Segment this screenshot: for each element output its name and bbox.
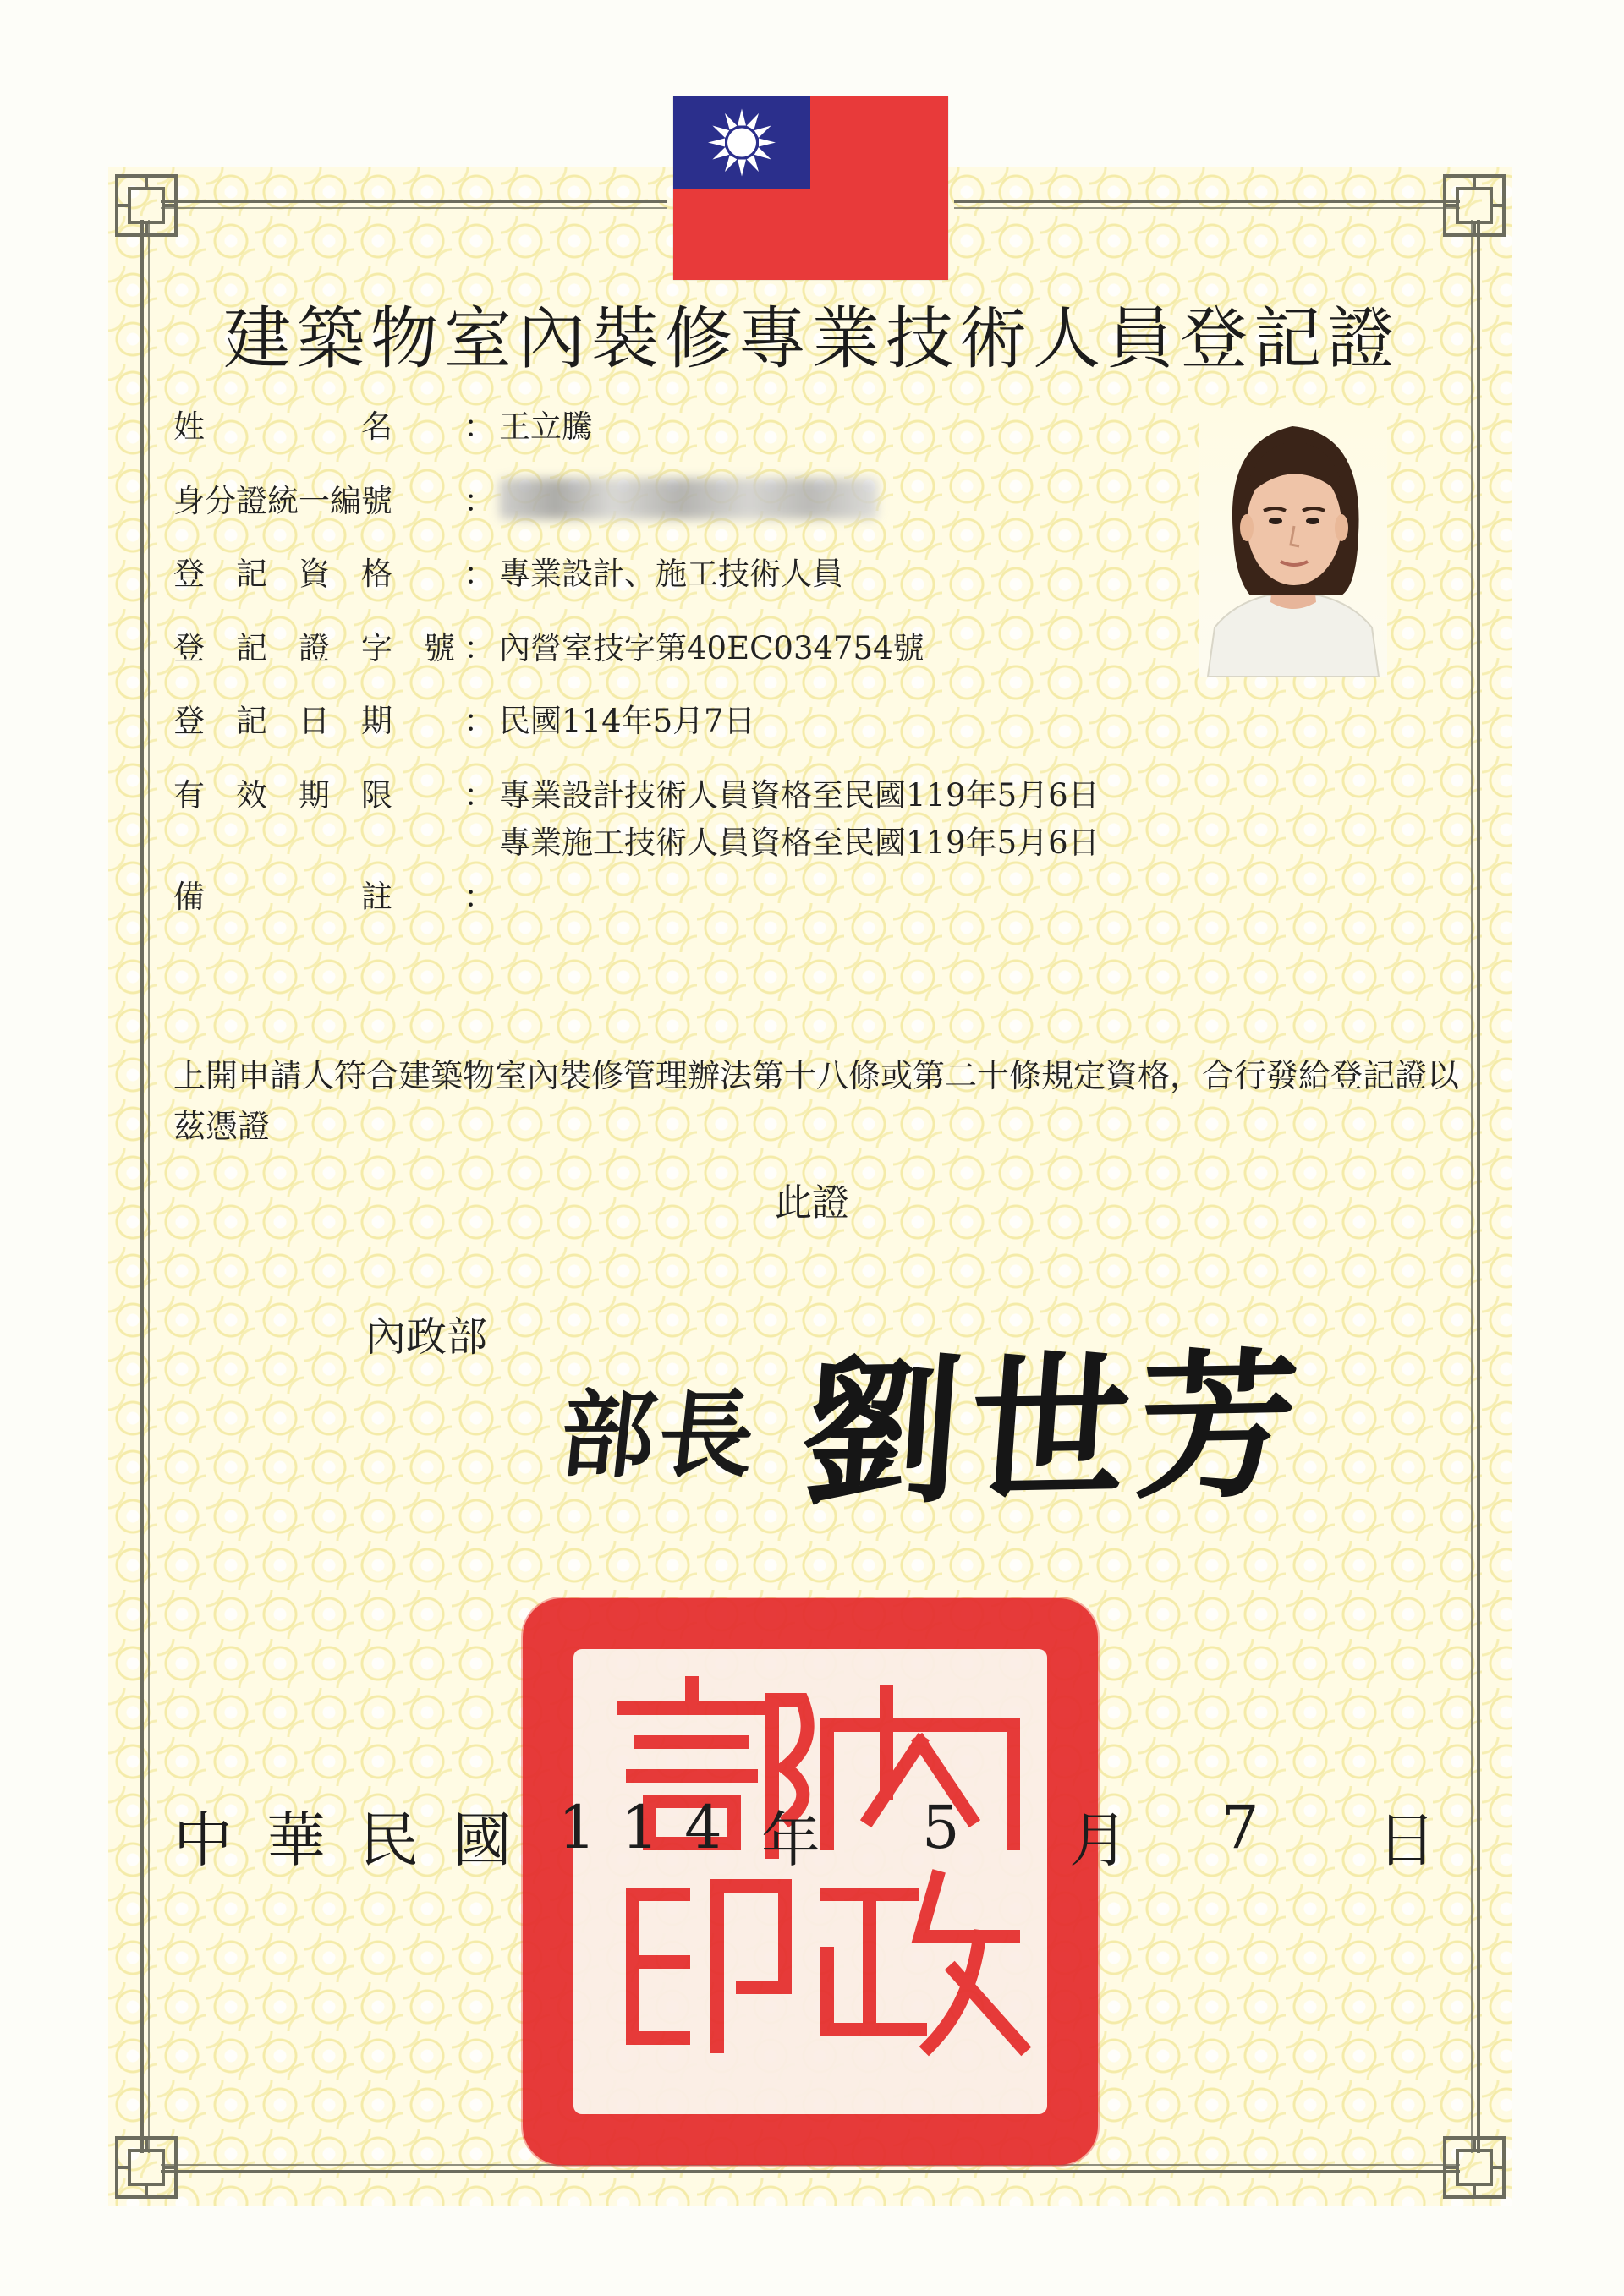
field-label-qualification: 登 記 資 格 [173, 556, 392, 592]
field-value-cert-number: 內營室技字第40EC034754號 [499, 630, 924, 666]
field-label-validity: 有 效 期 限 [173, 777, 392, 814]
certificate-title: 建築物室內裝修專業技術人員登記證 [223, 299, 1401, 378]
date-year: 114 [558, 1793, 748, 1862]
minister-signature: 劉世芳 [795, 1331, 1313, 1528]
field-label-registration-date: 登 記 日 期 [173, 703, 392, 739]
field-label-name: 姓 名 [173, 408, 392, 445]
date-month: 5 [922, 1793, 960, 1862]
redacted-id-number [499, 479, 878, 519]
date-month-label: 月 [1069, 1806, 1128, 1875]
field-value-validity-construction: 專業施工技術人員資格至民國119年5月6日 [499, 825, 1100, 861]
date-era-text: 中華民國 [173, 1806, 546, 1875]
date-day: 7 [1221, 1793, 1259, 1862]
field-value-name: 王立騰 [499, 408, 593, 445]
field-value-validity-design: 專業設計技術人員資格至民國119年5月6日 [499, 777, 1100, 814]
field-value-qualification: 專業設計、施工技術人員 [499, 556, 843, 592]
minister-title: 部長 [555, 1380, 763, 1491]
colon: ： [464, 483, 495, 519]
colon: ： [464, 879, 495, 915]
colon: ： [464, 777, 495, 814]
national-flag-icon [673, 96, 948, 280]
colon: ： [464, 408, 495, 445]
date-era [173, 1793, 546, 1878]
field-label-cert-number: 登 記 證 字 號 [173, 630, 455, 666]
holder-photo [1199, 408, 1387, 677]
field-value-registration-date: 民國114年5月7日 [499, 703, 755, 739]
official-seal-icon [523, 1598, 1098, 2165]
statement-text: 上開申請人符合建築物室內裝修管理辦法第十八條或第二十條規定資格，合行發給登記證以茲憑證 [173, 1057, 1460, 1145]
colon: ： [464, 556, 495, 592]
field-label-remarks: 備 註 [173, 879, 392, 915]
colon: ： [464, 630, 495, 666]
colon: ： [464, 703, 495, 739]
date-day-label: 日 [1377, 1806, 1436, 1875]
flag-canton [673, 96, 810, 189]
issuer-name: 內政部 [365, 1313, 488, 1361]
closing-text: 此證 [775, 1181, 849, 1225]
date-year-label: 年 [761, 1806, 820, 1875]
field-label-id-number: 身分證統一編號 [173, 483, 392, 519]
